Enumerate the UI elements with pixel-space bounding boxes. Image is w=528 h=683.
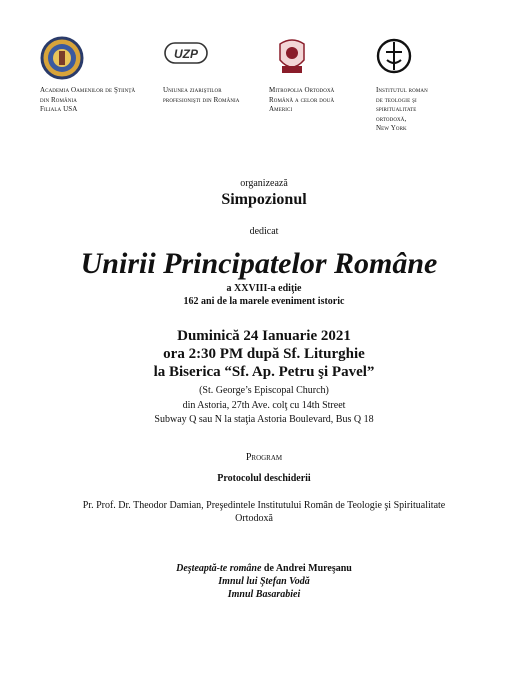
org-academy: Academia Oamenilor de Ştiinţă din România Filiala USA <box>40 86 136 113</box>
transport-info: Subway Q sau N la staţia Astoria Boulevard, Bus Q 18 <box>154 414 374 425</box>
event-time: ora 2:30 PM după Sf. Liturghie <box>163 346 365 362</box>
church-english-name: (St. George’s Episcopal Church) <box>199 385 329 396</box>
song-1-title: Deşteaptă-te române <box>176 563 262 574</box>
academy-seal-logo <box>40 36 84 80</box>
org-institute: Institutul roman de teologie şi spiritualitate ortodoxă, New York <box>376 86 428 132</box>
song-1 <box>0 563 528 574</box>
song-3: Imnul Basarabiei <box>227 589 301 600</box>
event-date: Duminică 24 Ianuarie 2021 <box>177 328 351 344</box>
anniversary-text: 162 ani de la marele eveniment istoric <box>183 296 345 307</box>
event-address: din Astoria, 27th Ave. colţ cu 14th Street <box>182 400 346 411</box>
song-1-author: de Andrei Mureşanu <box>261 563 352 574</box>
metropolis-crest-logo <box>272 36 312 78</box>
org-journalists-union: Uniunea ziariştilor profesionişti din România <box>163 86 240 104</box>
opening-protocol: Protocolul deschiderii <box>217 473 311 484</box>
event-venue: la Biserica “Sf. Ap. Petru şi Pavel” <box>153 364 375 380</box>
org-metropolis: Mitropolia Ortodoxă Română a celor două Americi <box>269 86 335 113</box>
institute-monogram-logo <box>376 38 412 74</box>
event-type-title: Simpozionul <box>221 191 307 208</box>
organizes-text: organizează <box>240 178 288 189</box>
program-heading: Program <box>245 452 283 463</box>
dedicated-text: dedicat <box>249 226 279 237</box>
song-2: Imnul lui Ştefan Vodă <box>218 576 310 587</box>
speaker-line-2: Ortodoxă <box>235 513 273 524</box>
main-title: Unirii Principatelor Române <box>80 247 438 280</box>
uzp-logo <box>163 40 209 66</box>
edition-text: a XXVIII-a ediţie <box>226 283 302 294</box>
uzp-logo-text: UZP <box>174 47 198 61</box>
speaker-line-1: Pr. Prof. Dr. Theodor Damian, Preşedintele Institutului Român de Teologie şi Spiritualitate <box>82 500 446 511</box>
